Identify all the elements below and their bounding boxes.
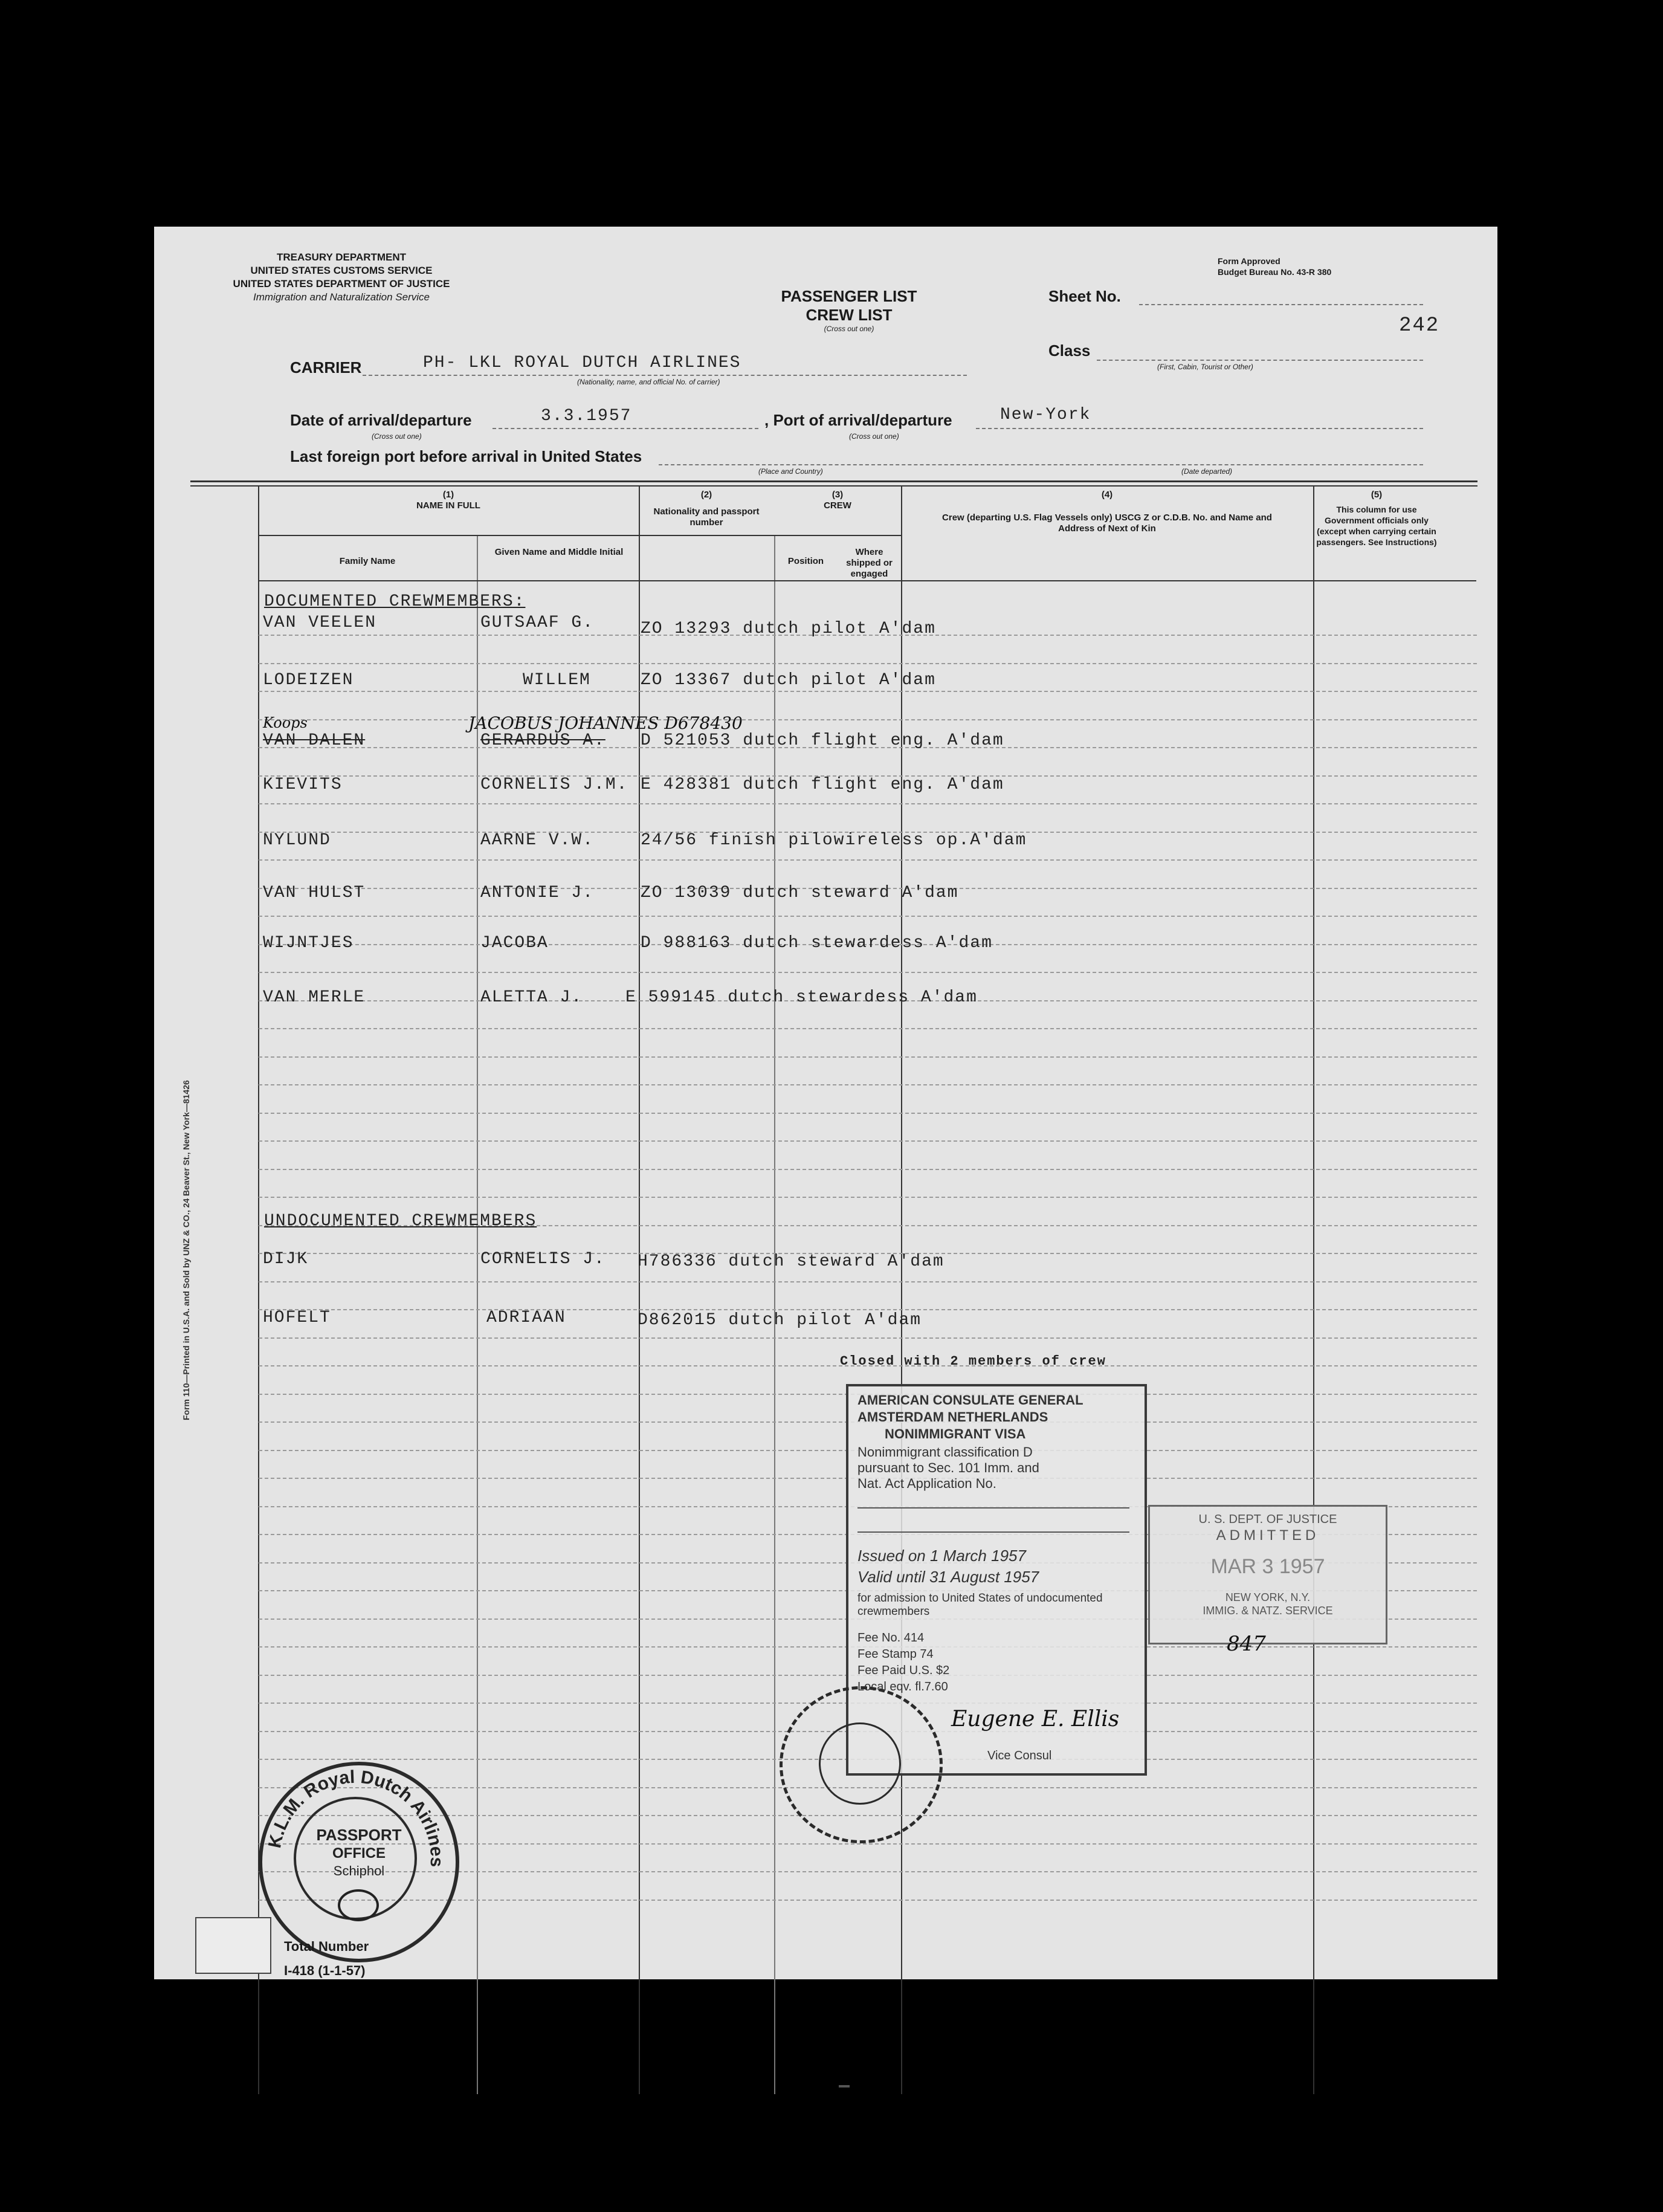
family-name: NYLUND [263, 831, 331, 850]
last-port-line [659, 464, 1094, 465]
position-header: Position [787, 556, 824, 566]
total-number-label: Total Number [284, 1939, 369, 1954]
col-number: (5) [1371, 490, 1383, 500]
stray-mark [839, 2085, 850, 2087]
stamp-line: NEW YORK, N.Y. [1225, 1591, 1311, 1603]
passport-position: E 428381 dutch flight eng. A'dam [641, 775, 1004, 794]
undocumented-heading: UNDOCUMENTED CREWMEMBERS [264, 1212, 537, 1231]
header-rule [190, 485, 1477, 487]
ruled-line [259, 1028, 1477, 1029]
ruled-line [259, 1309, 1477, 1310]
stamp-line: Local eqv. fl.7.60 [857, 1680, 948, 1693]
sheet-label: Sheet No. [1048, 287, 1121, 305]
port-label: , Port of arrival/departure [764, 411, 952, 429]
family-name: VAN DALEN [263, 731, 366, 750]
date-label: Date of arrival/departure [290, 411, 472, 429]
where-shipped-header: Where shipped or engaged [846, 547, 893, 579]
list-title [740, 287, 958, 333]
ruled-line [259, 719, 1477, 720]
col-title: CREW [824, 500, 851, 511]
consulate-seal-icon [780, 1686, 943, 1843]
col-number: (4) [1101, 490, 1113, 500]
col4-header [901, 490, 1313, 534]
stamp-line: Fee No. 414 [857, 1631, 925, 1644]
handwritten-given-correction: JACOBUS JOHANNES D678430 [468, 713, 743, 733]
family-name: HOFELT [263, 1308, 331, 1327]
stamp-line: IMMIG. & NATZ. SERVICE [1203, 1605, 1333, 1617]
handwritten-family-correction: Koops [263, 714, 308, 731]
col-number: (1) [442, 490, 454, 500]
seal-inner-ring [819, 1722, 901, 1805]
col-line [477, 535, 478, 2094]
stamp-line: PASSPORT [316, 1826, 402, 1844]
ruled-line [259, 916, 1477, 917]
carrier-note: (Nationality, name, and official No. of carrier) [577, 378, 720, 386]
family-name-header: Family Name [339, 556, 396, 566]
ruled-line [259, 803, 1477, 804]
class-line [1097, 360, 1423, 361]
stamp-line: OFFICE [332, 1845, 386, 1861]
given-name-header: Given Name and Middle Initial [494, 547, 624, 557]
date-value: 3.3.1957 [541, 407, 632, 425]
place-note: (Place and Country) [758, 467, 823, 476]
ruled-line [259, 1056, 1477, 1058]
admitted-stamp [1148, 1505, 1387, 1644]
stamp-ring-text: K.L.M. Royal Dutch Airlines [265, 1767, 447, 1868]
table-header-rule [258, 580, 1476, 581]
dept-line: Immigration and Naturalization Service [253, 291, 430, 303]
total-number-box [195, 1917, 271, 1974]
port-note: (Cross out one) [849, 432, 899, 441]
col-line [1313, 487, 1314, 2094]
col1-header [258, 490, 639, 511]
inspector-initials: 847 [1227, 1632, 1266, 1656]
header-rule [190, 480, 1477, 482]
col-title: This column for use Government officials only (except when carrying certain passengers. See Instructions) [1316, 505, 1437, 547]
col2-header [639, 490, 774, 528]
stamp-issued: Issued on 1 March 1957 [857, 1547, 1026, 1565]
form-approved [1218, 256, 1331, 277]
carrier-label: CARRIER [290, 358, 362, 377]
ruled-line [259, 1281, 1477, 1282]
ruled-line [259, 663, 1477, 664]
family-name: VAN MERLE [263, 988, 366, 1007]
given-name: JACOBA [480, 934, 549, 952]
consul-signature: Eugene E. Ellis [951, 1707, 1120, 1732]
printer-imprint: Form 110—Printed in U.S.A. and Sold by UNZ & CO., 24 Beaver St., New York—81426 [181, 1080, 191, 1420]
family-name: VAN HULST [263, 884, 366, 902]
stamp-line: NONIMMIGRANT VISA [885, 1426, 1026, 1441]
given-name: CORNELIS J. [480, 1250, 605, 1269]
stamp-line: pursuant to Sec. 101 Imm. and [857, 1460, 1039, 1475]
class-note: (First, Cabin, Tourist or Other) [1157, 363, 1253, 371]
form-code: I-418 (1-1-57) [284, 1963, 366, 1978]
last-port-label: Last foreign port before arrival in United States [290, 447, 642, 465]
dept-header [184, 251, 499, 304]
klm-crown-icon [338, 1889, 379, 1921]
stamp-line: ADMITTED [1216, 1527, 1320, 1544]
stamp-line: for admission to United States of undocumented crewmembers [857, 1592, 1103, 1618]
cross-out-note: (Cross out one) [824, 325, 874, 333]
stamp-line: Nonimmigrant classification D [857, 1444, 1033, 1460]
sheet-number: 242 [1399, 314, 1440, 337]
ruled-line [259, 691, 1477, 692]
date-departed-line [1097, 464, 1423, 465]
stamp-line: U. S. DEPT. OF JUSTICE [1198, 1513, 1337, 1526]
given-name: CORNELIS J.M. [480, 775, 628, 794]
passport-position: ZO 13367 dutch pilot A'dam [641, 671, 936, 690]
col5-header [1313, 490, 1440, 548]
passport-position: H786336 dutch steward A'dam [638, 1252, 945, 1271]
passport-position: 24/56 finish pilowireless op.A'dam [641, 831, 1027, 850]
ruled-line [259, 1337, 1477, 1339]
stamp-valid: Valid until 31 August 1957 [857, 1568, 1039, 1586]
col3-header [774, 490, 901, 511]
form-approved-line: Form Approved [1218, 256, 1280, 266]
sheet-line [1139, 304, 1423, 305]
family-name: WIJNTJES [263, 934, 354, 952]
ruled-line [259, 972, 1477, 973]
stamp-line: Fee Stamp 74 [857, 1648, 934, 1661]
stamp-line: Nat. Act Application No. [857, 1476, 996, 1491]
passport-position: D 521053 dutch flight eng. A'dam [641, 731, 1004, 750]
col-line [901, 487, 902, 2094]
given-name: WILLEM [523, 671, 591, 690]
passport-position: E 599145 dutch stewardess A'dam [625, 988, 978, 1007]
given-name: AARNE V.W. [480, 831, 595, 850]
col-number: (2) [700, 490, 712, 500]
stamp-rule [857, 1507, 1129, 1509]
closed-note: Closed with 2 members of crew [840, 1354, 1106, 1369]
subheader-rule [258, 535, 901, 536]
ruled-line [259, 1169, 1477, 1170]
given-name: GERARDUS A. [480, 731, 605, 750]
family-name: LODEIZEN [263, 671, 354, 690]
given-name: ADRIAAN [486, 1308, 566, 1327]
ruled-line [259, 1084, 1477, 1085]
carrier-line [363, 375, 967, 376]
passenger-list-title: PASSENGER LIST [781, 287, 917, 305]
passport-position: D862015 dutch pilot A'dam [638, 1311, 922, 1330]
port-line [976, 428, 1423, 429]
carrier-value: PH- LKL ROYAL DUTCH AIRLINES [423, 354, 741, 372]
stamp-line: Fee Paid U.S. $2 [857, 1664, 950, 1677]
col-title: Crew (departing U.S. Flag Vessels only) USCG Z or C.D.B. No. and Name and Address of Next of Kin [942, 513, 1272, 534]
stamp-line: Vice Consul [987, 1749, 1052, 1762]
date-note: (Cross out one) [372, 432, 422, 441]
col-title: NAME IN FULL [416, 500, 480, 511]
ruled-line [259, 1197, 1477, 1198]
passport-position: D 988163 dutch stewardess A'dam [641, 934, 993, 952]
port-value: New-York [1000, 406, 1091, 424]
klm-passport-stamp [259, 1762, 459, 1962]
documented-heading: DOCUMENTED CREWMEMBERS: [264, 592, 526, 611]
class-label: Class [1048, 341, 1091, 360]
ruled-line [259, 1140, 1477, 1142]
ruled-line [259, 859, 1477, 861]
stamp-line: AMSTERDAM NETHERLANDS [857, 1409, 1048, 1425]
family-name: DIJK [263, 1250, 309, 1269]
stamp-line: Schiphol [333, 1863, 385, 1878]
stamp-line: AMERICAN CONSULATE GENERAL [857, 1392, 1083, 1408]
budget-bureau-line: Budget Bureau No. 43-R 380 [1218, 267, 1332, 277]
date-line [492, 428, 758, 429]
passport-position: ZO 13039 dutch steward A'dam [641, 884, 959, 902]
date-departed-note: (Date departed) [1181, 467, 1233, 476]
given-name: GUTSAAF G. [480, 613, 595, 632]
dept-line: UNITED STATES DEPARTMENT OF JUSTICE [233, 278, 450, 289]
family-name: VAN VEELEN [263, 613, 377, 632]
dept-line: UNITED STATES CUSTOMS SERVICE [250, 265, 433, 276]
given-name: ALETTA J. [480, 988, 583, 1007]
passport-position: ZO 13293 dutch pilot A'dam [641, 619, 936, 638]
dept-line: TREASURY DEPARTMENT [276, 251, 407, 263]
col-number: (3) [832, 490, 844, 500]
stamp-rule [857, 1531, 1129, 1533]
given-name: ANTONIE J. [480, 884, 595, 902]
stamp-date: MAR 3 1957 [1210, 1555, 1325, 1578]
col-title: Nationality and passport number [653, 506, 760, 528]
family-name: KIEVITS [263, 775, 343, 794]
crew-list-title: CREW LIST [806, 306, 893, 324]
ruled-line [259, 1113, 1477, 1114]
